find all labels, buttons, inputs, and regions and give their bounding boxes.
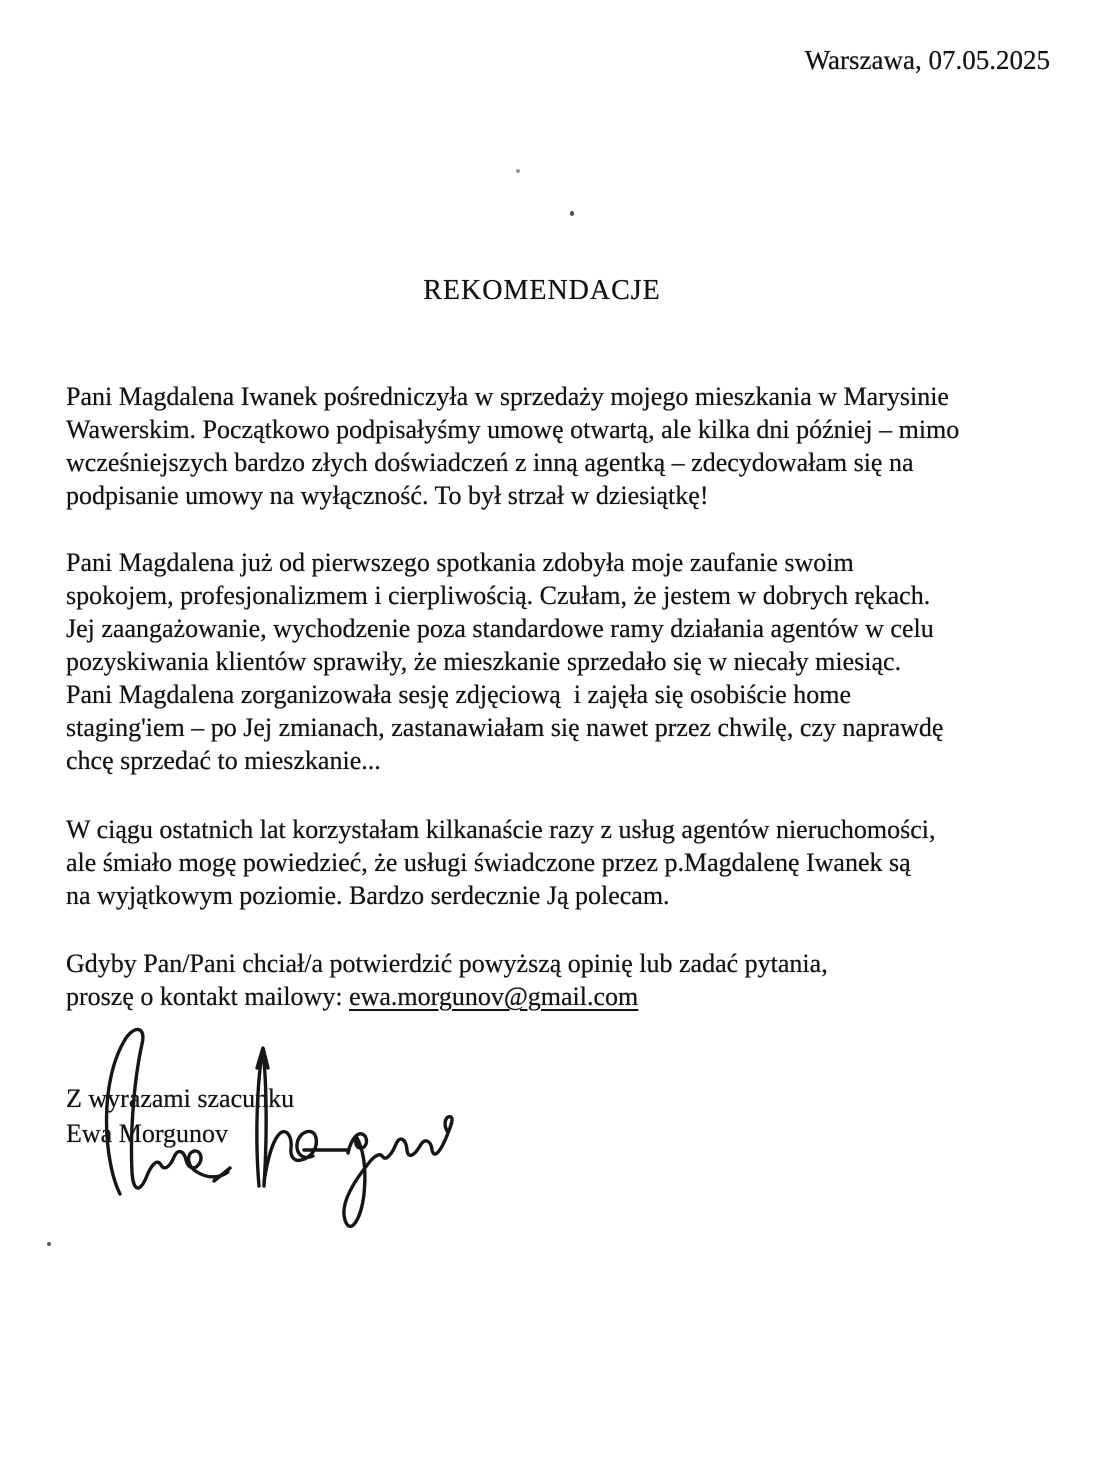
paragraph-contact <box>66 947 1086 1013</box>
text-line: Jej zaangażowanie, wychodzenie poza standardowe ramy działania agentów w celu <box>66 614 934 643</box>
paragraph-intro <box>66 380 1086 512</box>
signer-name: Ewa Morgunov <box>66 1119 229 1148</box>
paragraph-experience <box>66 546 1086 777</box>
text-line: W ciągu ostatnich lat korzystałam kilkanaście razy z usług agentów nieruchomości, <box>66 815 936 844</box>
text-line: spokojem, profesjonalizmem i cierpliwością. Czułam, że jestem w dobrych rękach. <box>66 581 931 610</box>
scan-speck <box>570 211 574 216</box>
text-line: Pani Magdalena zorganizowała sesję zdjęciową i zajęła się osobiście home <box>66 680 852 709</box>
text-line: pozyskiwania klientów sprawiły, że mieszkanie sprzedało się w niecały miesiąc. <box>66 647 902 676</box>
text-line: Pani Magdalena już od pierwszego spotkania zdobyła moje zaufanie swoim <box>66 548 854 577</box>
contact-prefix: proszę o kontakt mailowy: <box>66 982 350 1011</box>
contact-line <box>66 980 1086 1013</box>
text-line: Pani Magdalena Iwanek pośredniczyła w sprzedaży mojego mieszkania w Marysinie <box>66 382 949 411</box>
text-line: staging'iem – po Jej zmianach, zastanawiałam się nawet przez chwilę, czy naprawdę <box>66 713 944 742</box>
scan-speck <box>516 169 520 173</box>
text-line: chcę sprzedać to mieszkanie... <box>66 746 381 775</box>
text-line: Wawerskim. Początkowo podpisałyśmy umowę otwartą, ale kilka dni później – mimo <box>66 415 960 444</box>
text-line: na wyjątkowym poziomie. Bardzo serdecznie Ją polecam. <box>66 881 670 910</box>
text-line: ale śmiało mogę powiedzieć, że usługi świadczone przez p.Magdalenę Iwanek są <box>66 848 911 877</box>
date-line: Warszawa, 07.05.2025 <box>804 45 1050 75</box>
text-line: wcześniejszych bardzo złych doświadczeń z inną agentką – zdecydowałam się na <box>66 448 914 477</box>
closing-block <box>66 1081 1086 1151</box>
paragraph-recommendation <box>66 813 1086 912</box>
closing-salutation: Z wyrazami szacunku <box>66 1084 295 1113</box>
document-title: REKOMENDACJE <box>423 275 661 306</box>
text-line: podpisanie umowy na wyłączność. To był strzał w dziesiątkę! <box>66 481 709 510</box>
scan-speck <box>47 1242 51 1246</box>
email-link: ewa.morgunov@gmail.com <box>349 982 639 1011</box>
text-line: Gdyby Pan/Pani chciał/a potwierdzić powyższą opinię lub zadać pytania, <box>66 949 828 978</box>
